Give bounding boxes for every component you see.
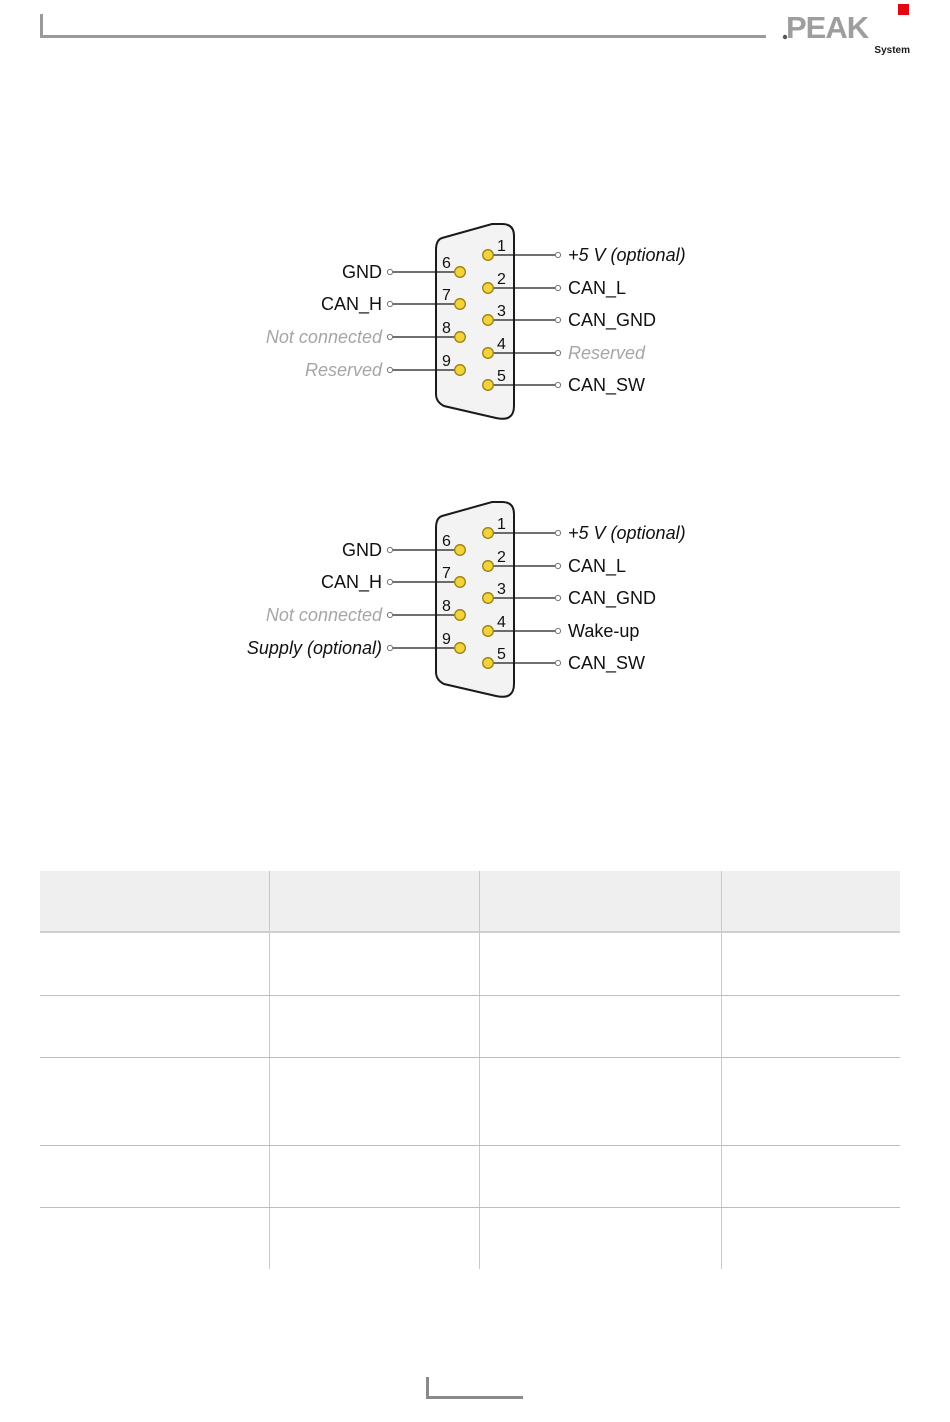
- pin-number: 1: [497, 516, 506, 533]
- table-cell: [479, 1145, 721, 1207]
- pin-signal-label: Wake-up: [568, 621, 640, 641]
- pin-signal-label: CAN_H: [320, 572, 382, 592]
- table-header-cell: [479, 871, 721, 932]
- pin-number: 8: [442, 598, 451, 615]
- pin-number: 3: [497, 581, 506, 598]
- table-cell: [721, 1145, 900, 1207]
- table-row: [40, 1057, 900, 1145]
- table-cell: [269, 995, 479, 1057]
- pin-number: 7: [442, 287, 451, 304]
- table-cell: [269, 1057, 479, 1145]
- pin-number: 9: [442, 353, 451, 370]
- pin-9: [247, 631, 465, 658]
- table-header-cell: [40, 871, 269, 932]
- svg-text:System: System: [874, 45, 910, 56]
- pin-number: 6: [442, 255, 451, 272]
- pin-signal-label: CAN_SW: [568, 653, 646, 673]
- pin-signal-label: CAN_L: [568, 278, 627, 298]
- pin-signal-label: GND: [342, 540, 382, 560]
- table-cell: [479, 932, 721, 995]
- pin-number: 5: [497, 646, 506, 663]
- pin-signal-label: CAN_L: [568, 556, 627, 576]
- table-header-cell: [721, 871, 900, 932]
- pin-assignment-table: [40, 871, 900, 1269]
- header-rule: [40, 35, 766, 38]
- table-header-cell: [269, 871, 479, 932]
- pin-signal-label: Not connected: [265, 327, 382, 347]
- peak-system-logo: [780, 2, 920, 62]
- table-cell: [721, 1207, 900, 1269]
- pin-number: 4: [497, 336, 506, 353]
- dsub9-pinout-diagram-a: [0, 218, 950, 438]
- table-cell: [721, 932, 900, 995]
- svg-text:PEAK: PEAK: [786, 10, 869, 45]
- pin-signal-label: GND: [342, 262, 382, 282]
- pin-number: 6: [442, 533, 451, 550]
- table-cell: [40, 1145, 269, 1207]
- pin-number: 5: [497, 368, 506, 385]
- table-cell: [269, 1145, 479, 1207]
- footer-rule: [426, 1396, 523, 1399]
- table-cell: [721, 995, 900, 1057]
- pin-number: 8: [442, 320, 451, 337]
- table-cell: [479, 995, 721, 1057]
- table-header-row: [40, 871, 900, 932]
- table-cell: [40, 932, 269, 995]
- pin-signal-label: CAN_H: [320, 294, 382, 314]
- pin-signal-label: +5 V (optional): [568, 523, 686, 543]
- pin-signal-label: Reserved: [304, 360, 382, 380]
- pin-signal-label: CAN_GND: [568, 588, 657, 608]
- pin-number: 2: [497, 549, 506, 566]
- table-cell: [269, 1207, 479, 1269]
- table-cell: [721, 1057, 900, 1145]
- pin-signal-label: CAN_GND: [568, 310, 657, 330]
- pin-signal-label: Supply (optional): [246, 638, 382, 658]
- pin-signal-label: CAN_SW: [568, 375, 646, 395]
- table-cell: [479, 1057, 721, 1145]
- pin-number: 2: [497, 271, 506, 288]
- pin-signal-label: +5 V (optional): [568, 245, 686, 265]
- pin-number: 1: [497, 238, 506, 255]
- table-cell: [40, 995, 269, 1057]
- table-cell: [40, 1207, 269, 1269]
- table-cell: [479, 1207, 721, 1269]
- pin-signal-label: Reserved: [568, 343, 646, 363]
- dsub9-pinout-diagram-b: [0, 496, 950, 716]
- pin-signal-label: Not connected: [265, 605, 382, 625]
- table-cell: [40, 1057, 269, 1145]
- table-row: [40, 995, 900, 1057]
- pin-number: 3: [497, 303, 506, 320]
- table-row: [40, 1145, 900, 1207]
- table-row: [40, 932, 900, 995]
- table-cell: [269, 932, 479, 995]
- pin-number: 9: [442, 631, 451, 648]
- table-row: [40, 1207, 900, 1269]
- pin-number: 4: [497, 614, 506, 631]
- pin-number: 7: [442, 565, 451, 582]
